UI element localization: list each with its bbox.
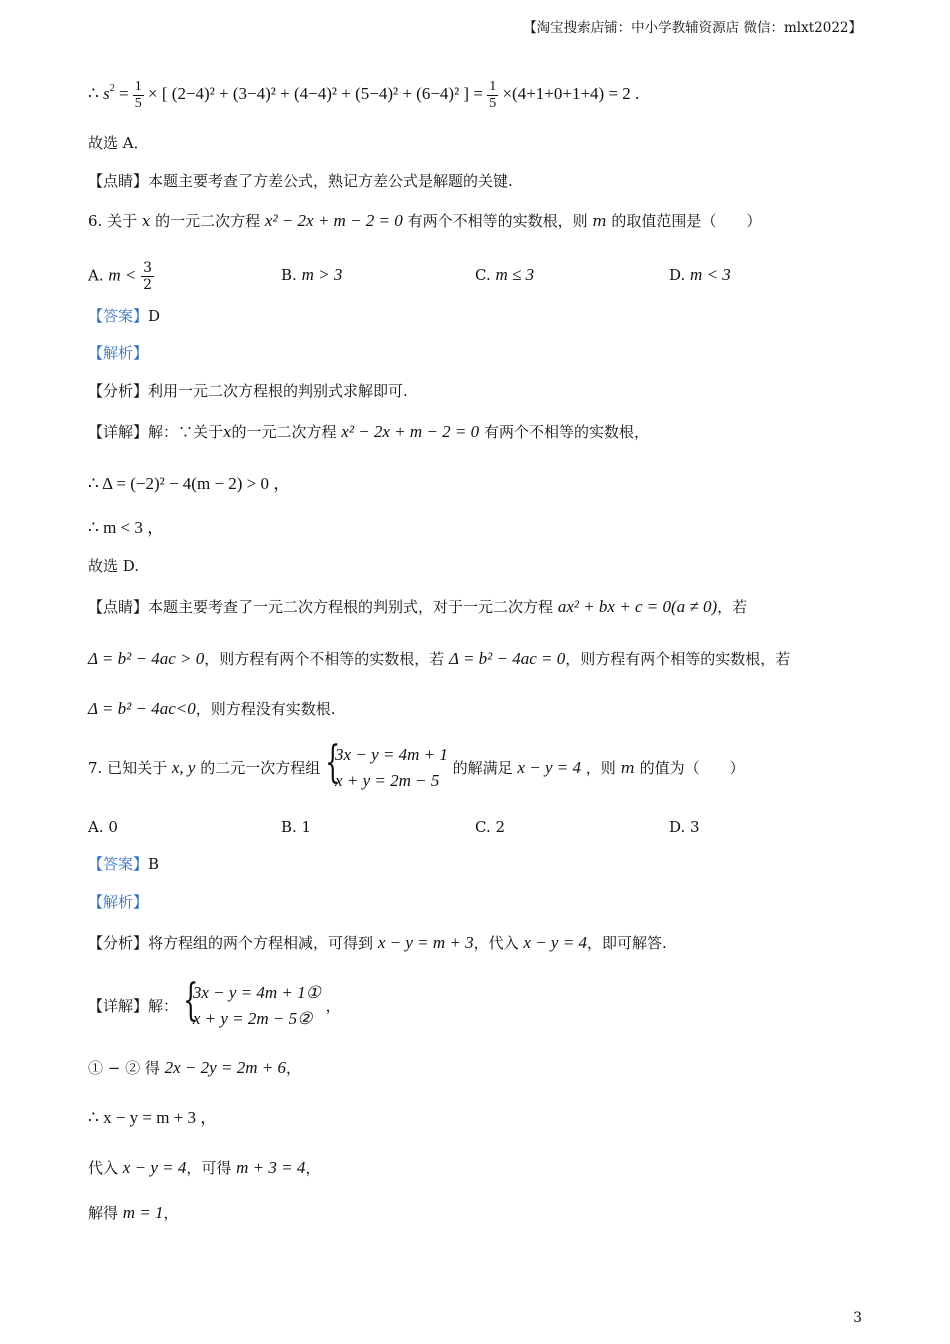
variance-formula: ∴ $s^2$ = $\frac{1}{5}$ × [ (2−4)² + (3−4)² + (4−4)² + (5−4)² + (6−4)² ] = $\frac{1}{5}$ ×(4+1+0+1+4) = 2 . [88,78,640,111]
q6-step-1: ∴ Δ = (−2)² − 4(m − 2) > 0 ， [88,474,291,493]
page-number: 3 [853,1310,862,1326]
q6-detail: 【详解】解：∵关于x的一元二次方程 x² − 2x + m − 2 = 0 有两个不相等的实数根， [88,422,649,441]
q7-option-c: C. 2 [475,818,506,836]
equation-system: { 3x − y = 4m + 1① x + y = 2m − 5② [182,975,321,1028]
q6-option-a: A. m < $\frac{3}{2}$ [88,260,153,293]
q6-comment-line-2: Δ = b² − 4ac > 0，则方程有两个不相等的实数根，若 Δ = b² − 4ac = 0，则方程有两个相等的实数根，若 [88,649,791,668]
q6-fenxi: 【分析】利用一元二次方程根的判别式求解即可. [88,382,408,400]
q6-options [88,254,868,294]
q7-answer: 【答案】B [88,855,160,873]
q6-stem: 6. 关于 x 的一元二次方程 x² − 2x + m − 2 = 0 有两个不相等的实数根，则 m 的取值范围是（ ） [88,211,762,230]
q7-analysis-tag: 【解析】 [88,893,149,911]
q7-fenxi: 【分析】将方程组的两个方程相减，可得到 x − y = m + 3，代入 x − y = 4，即可解答. [88,933,667,952]
q7-detail: 【详解】解： { 3x − y = 4m + 1① x + y = 2m − 5② ， [88,980,341,1036]
q7-stem: 7. 已知关于 x, y 的二元一次方程组 { 3x − y = 4m + 1 x + y = 2m − 5 的解满足 x − y = 4 ，则 m 的值为（ ） [88,742,745,798]
q6-answer: 【答案】D [88,307,161,325]
q7-option-d: D. 3 [669,818,700,836]
q6-step-2: ∴ m < 3 ， [88,518,165,537]
q7-step-4: 解得 m = 1， [88,1203,179,1222]
q6-option-c: C. m ≤ 3 [475,265,535,284]
q6-option-d: D. m < 3 [669,265,731,284]
q5-choose: 故选 A． [88,134,149,152]
q7-step-2: ∴ x − y = m + 3 ， [88,1108,218,1127]
q7-step-1: ① − ② 得 2x − 2y = 2m + 6， [88,1058,301,1077]
q7-step-3: 代入 x − y = 4，可得 m + 3 = 4， [88,1158,321,1177]
q7-option-a: A. 0 [88,818,118,836]
q6-choose: 故选 D. [88,557,140,575]
q6-comment-line-1: 【点睛】本题主要考查了一元二次方程根的判别式，对于一元二次方程 ax² + bx + c = 0(a ≠ 0)，若 [88,597,748,616]
q7-options [88,816,868,840]
q5-comment: 【点睛】本题主要考查了方差公式，熟记方差公式是解题的关键. [88,172,513,190]
q6-comment-line-3: Δ = b² − 4ac<0，则方程没有实数根. [88,699,336,718]
fraction: $\frac{1}{5}$ [489,78,497,111]
q7-option-b: B. 1 [281,818,312,836]
page-header: 【淘宝搜索店铺：中小学教辅资源店 微信：mlxt2022】 [523,20,862,36]
equation-system: { 3x − y = 4m + 1 x + y = 2m − 5 [325,737,448,790]
fraction: $\frac{1}{5}$ [134,78,142,111]
q6-option-b: B. m > 3 [281,265,343,284]
q6-analysis-tag: 【解析】 [88,344,149,362]
